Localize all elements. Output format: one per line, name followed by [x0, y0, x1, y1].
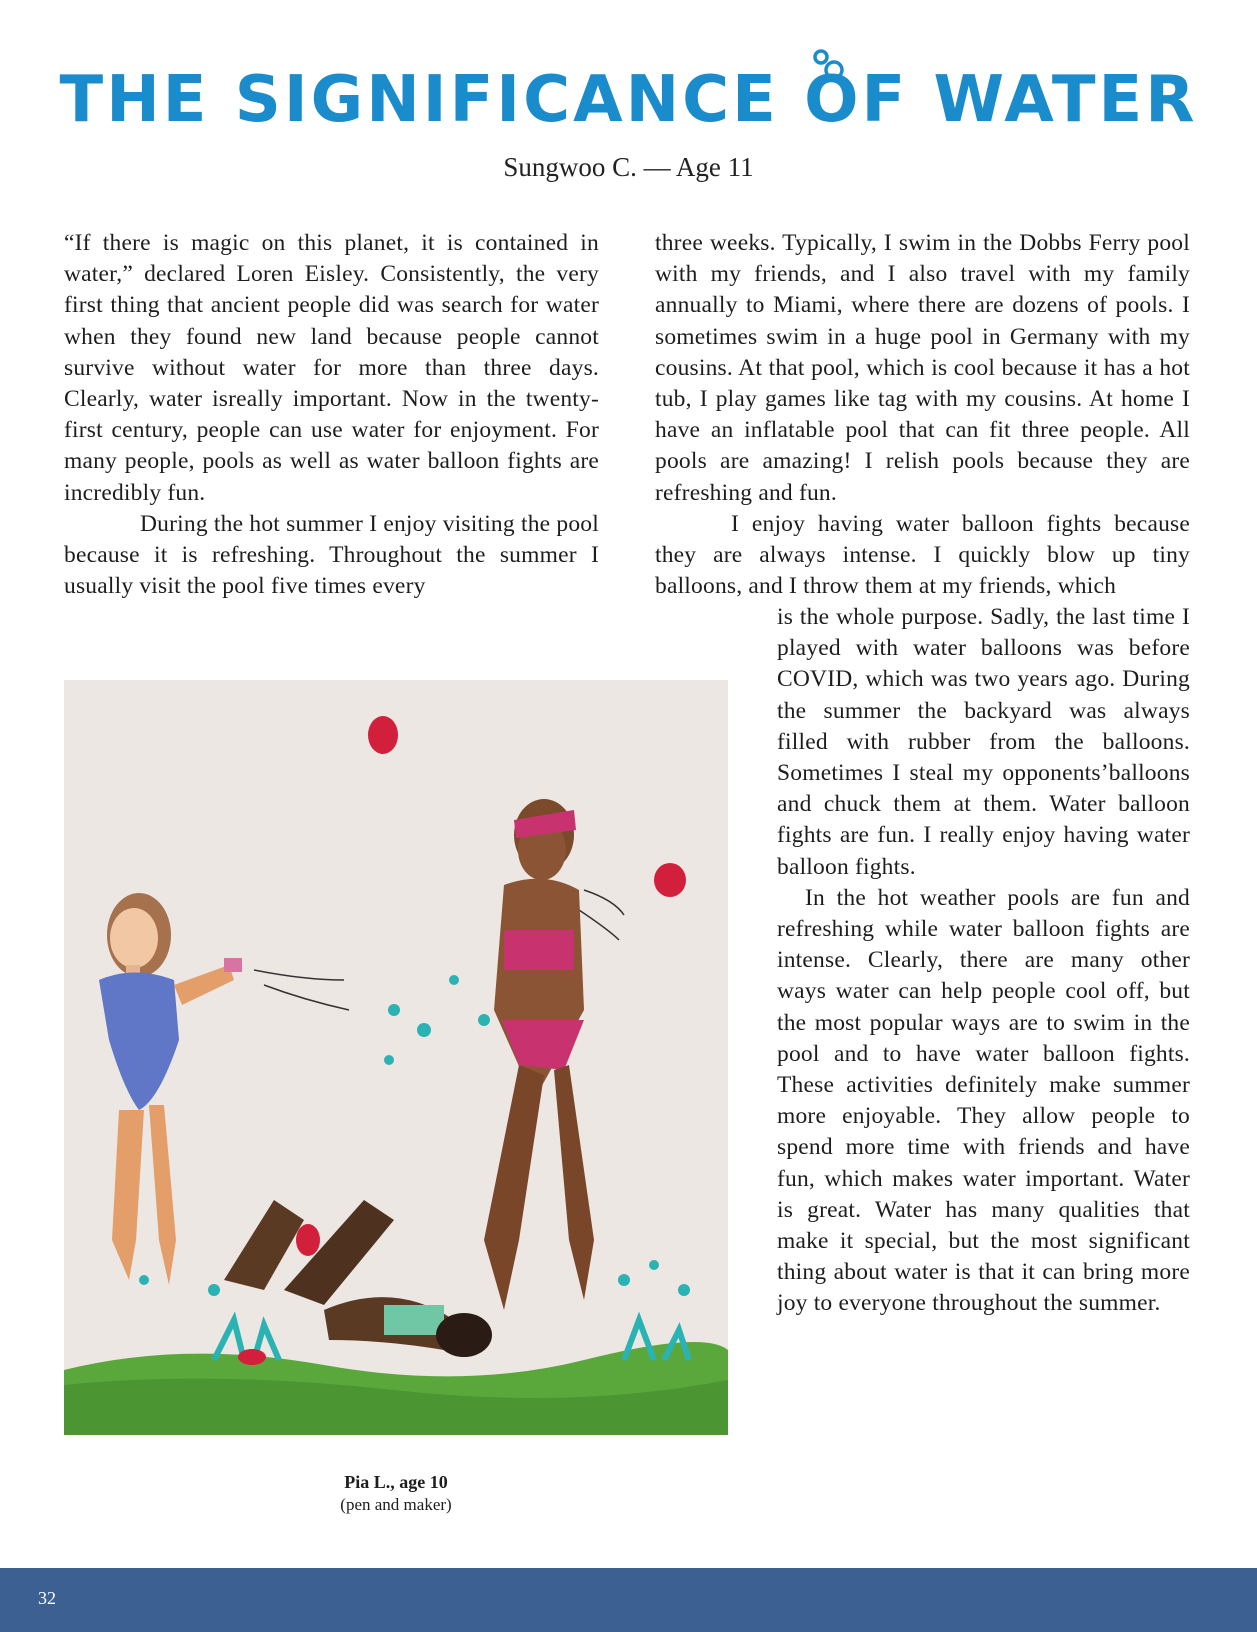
paragraph-intro: “If there is magic on this planet, it is contained in water,” declared Loren Eisley. Consistently, the very first thing that ancient people did was search for water when they found new land because people cannot survive without water for more than three days. Clearly, water isreally important. Now in the twenty-first century, people can use water for enjoyment. For many people, pools as well as water balloon fights are incredibly fun. [64, 230, 599, 506]
author-byline: Sungwoo C. — Age 11 [503, 152, 754, 182]
artwork-artist: Pia L., age 10 [344, 1472, 448, 1492]
page-number: 32 [38, 1588, 56, 1608]
column-left [64, 228, 599, 602]
artwork-illustration [64, 680, 728, 1435]
artwork-medium: (pen and maker) [340, 1495, 452, 1514]
paragraph-pool-continued: three weeks. Typically, I swim in the Dobbs Ferry pool with my friends, and I also travel with my family annually to Miami, where there are dozens of pools. I sometimes swim in a huge pool in Germany with my cousins. At that pool, which is cool because it has a hot tub, I play games like tag with my cousins. At home I have an inflatable pool that can fit three people. All pools are amazing! I relish pools because they are refreshing and fun. [655, 230, 1190, 506]
artwork-caption [64, 1470, 728, 1516]
column-right-narrow [777, 602, 1190, 1320]
bubbles-icon [812, 48, 846, 82]
water-balloon-drawing [64, 680, 728, 1435]
article-title: THE SIGNIFICANCE OF WATER [59, 63, 1198, 137]
column-right [655, 228, 1190, 602]
paragraph-conclusion: In the hot weather pools are fun and refreshing while water balloon fights are intense. Clearly, there are many other ways water can help people cool off, but the most popular ways are to swim in the pool and to have water balloon fights. These activities definitely make summer more enjoyable. They allow people to spend more time with friends and have fun, which makes water important. Water is great. Water has many qualities that make it special, but the most significant thing about water is that it can bring more joy to everyone throughout the summer. [777, 884, 1190, 1317]
paragraph-pool-start: During the hot summer I enjoy visiting the pool because it is refreshing. Throughout the summer I usually visit the pool five times every [64, 510, 599, 600]
page-footer [0, 1568, 1257, 1632]
paragraph-balloons-start: I enjoy having water balloon fights because they are always intense. I quickly blow up tiny balloons, and I throw them at my friends, which [655, 510, 1190, 600]
paragraph-balloons-continued: is the whole purpose. Sadly, the last time I played with water balloons was before COVID, which was two years ago. During the summer the backyard was always filled with rubber from the balloons. Sometimes I steal my opponents’balloons and chuck them at them. Water balloon fights are fun. I really enjoy having water balloon fights. [777, 604, 1190, 880]
